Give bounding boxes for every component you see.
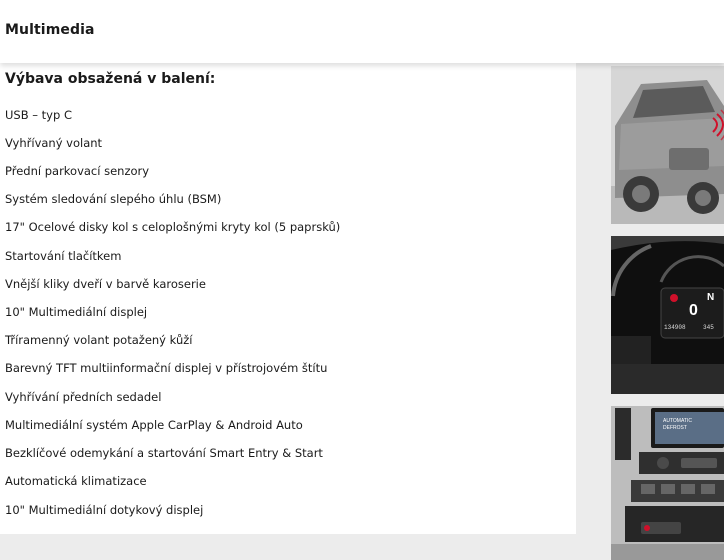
equipment-item: Multimediální systém Apple CarPlay & Android Auto xyxy=(5,418,303,432)
instrument-cluster-illustration xyxy=(611,236,724,394)
equipment-item: USB – typ C xyxy=(5,108,72,122)
gallery-image-instrument-cluster[interactable] xyxy=(611,236,724,394)
gallery-image-parking-sensors[interactable] xyxy=(611,66,724,224)
page-title: Multimedia xyxy=(5,22,95,38)
equipment-item: Přední parkovací senzory xyxy=(5,164,150,178)
gallery-image-infotainment[interactable] xyxy=(611,406,724,560)
equipment-item: Bezklíčové odemykání a startování Smart Entry & Start xyxy=(5,446,323,460)
cluster-range: 345 xyxy=(703,324,714,331)
equipment-item: Barevný TFT multiinformační displej v přístrojovém štítu xyxy=(5,361,328,375)
equipment-item: 17" Ocelové disky kol s celoplošnými kryty kol (5 paprsků) xyxy=(5,220,341,234)
equipment-item: Systém sledování slepého úhlu (BSM) xyxy=(5,192,222,206)
equipment-item: Vyhřívaný volant xyxy=(5,136,103,150)
equipment-item: 10" Multimediální displej xyxy=(5,305,148,319)
equipment-item: 10" Multimediální dotykový displej xyxy=(5,503,204,517)
parking-sensors-illustration xyxy=(611,66,724,224)
cluster-speed: 0 xyxy=(689,302,698,319)
equipment-panel xyxy=(0,63,576,534)
page-header xyxy=(0,0,724,63)
equipment-item: Automatická klimatizace xyxy=(5,474,147,488)
equipment-heading: Výbava obsažená v balení: xyxy=(5,71,216,87)
equipment-item: Vnější kliky dveří v barvě karoserie xyxy=(5,277,206,291)
cluster-gear: N xyxy=(707,292,715,303)
equipment-item: Vyhřívání předních sedadel xyxy=(5,390,162,404)
infotainment-screen-line-2: DEFROST xyxy=(663,425,687,431)
equipment-item: Startování tlačítkem xyxy=(5,249,122,263)
equipment-item: Tříramenný volant potažený kůží xyxy=(5,333,193,347)
infotainment-screen-line-1: AUTOMATIC xyxy=(663,418,692,424)
cluster-odometer: 134908 xyxy=(664,324,686,331)
